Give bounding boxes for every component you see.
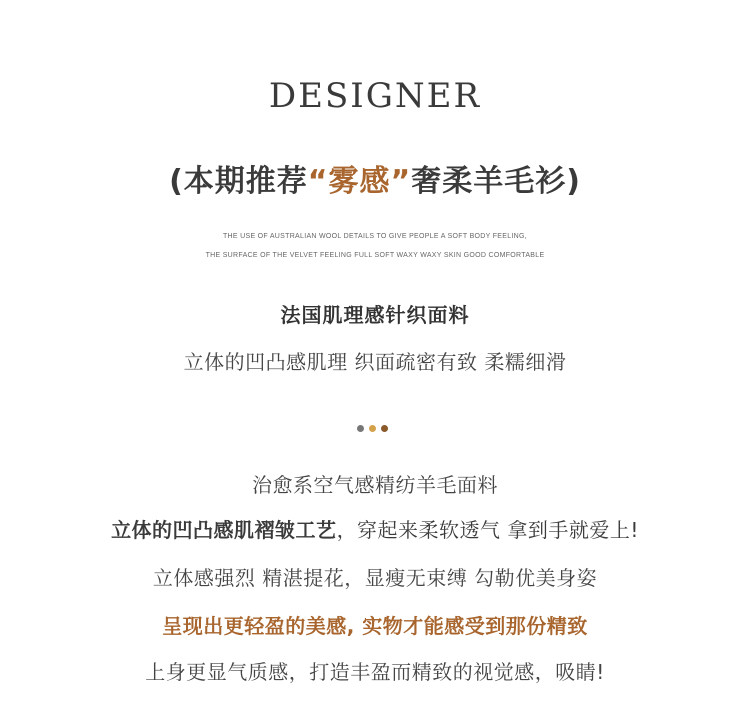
fabric-description: 立体的凹凸感肌理 织面疏密有致 柔糯细滑 — [183, 350, 567, 374]
feature-line-4-highlight: 呈现出更轻盈的美感, 实物才能感受到那份精致 — [162, 614, 588, 638]
divider-dot-gold — [369, 425, 376, 432]
english-tagline-line-1: THE USE OF AUSTRALIAN WOOL DETAILS TO GIVE PEOPLE A SOFT BODY FEELING, — [222, 233, 528, 240]
headline-prefix: (本期推荐 — [169, 164, 308, 199]
designer-title: DESIGNER — [268, 76, 482, 116]
feature-line-2-strong: 立体的凹凸感肌褶皱工艺 — [111, 518, 337, 542]
english-tagline-line-2: THE SURFACE OF THE VELVET FEELING FULL SOFT WAXY WAXY SKIN GOOD COMFORTABLE — [205, 252, 545, 259]
headline — [0, 160, 750, 204]
feature-line-3: 立体感强烈 精湛提花，显瘦无束缚 勾勒优美身姿 — [152, 566, 598, 590]
headline-accent: “雾感” — [307, 164, 412, 199]
feature-line-5: 上身更显气质感，打造丰盈而精致的视觉感，吸睛! — [145, 660, 605, 684]
divider-dot-gray — [357, 425, 364, 432]
headline-suffix: 奢柔羊毛衫) — [411, 164, 581, 199]
fabric-title: 法国肌理感针织面料 — [280, 303, 470, 327]
divider-dots — [357, 425, 388, 432]
feature-line-2 — [0, 515, 750, 545]
divider-dot-brown — [381, 425, 388, 432]
feature-line-1: 治愈系空气感精纺羊毛面料 — [252, 473, 498, 497]
feature-line-2-rest: ，穿起来柔软透气 拿到手就爱上! — [336, 518, 639, 542]
